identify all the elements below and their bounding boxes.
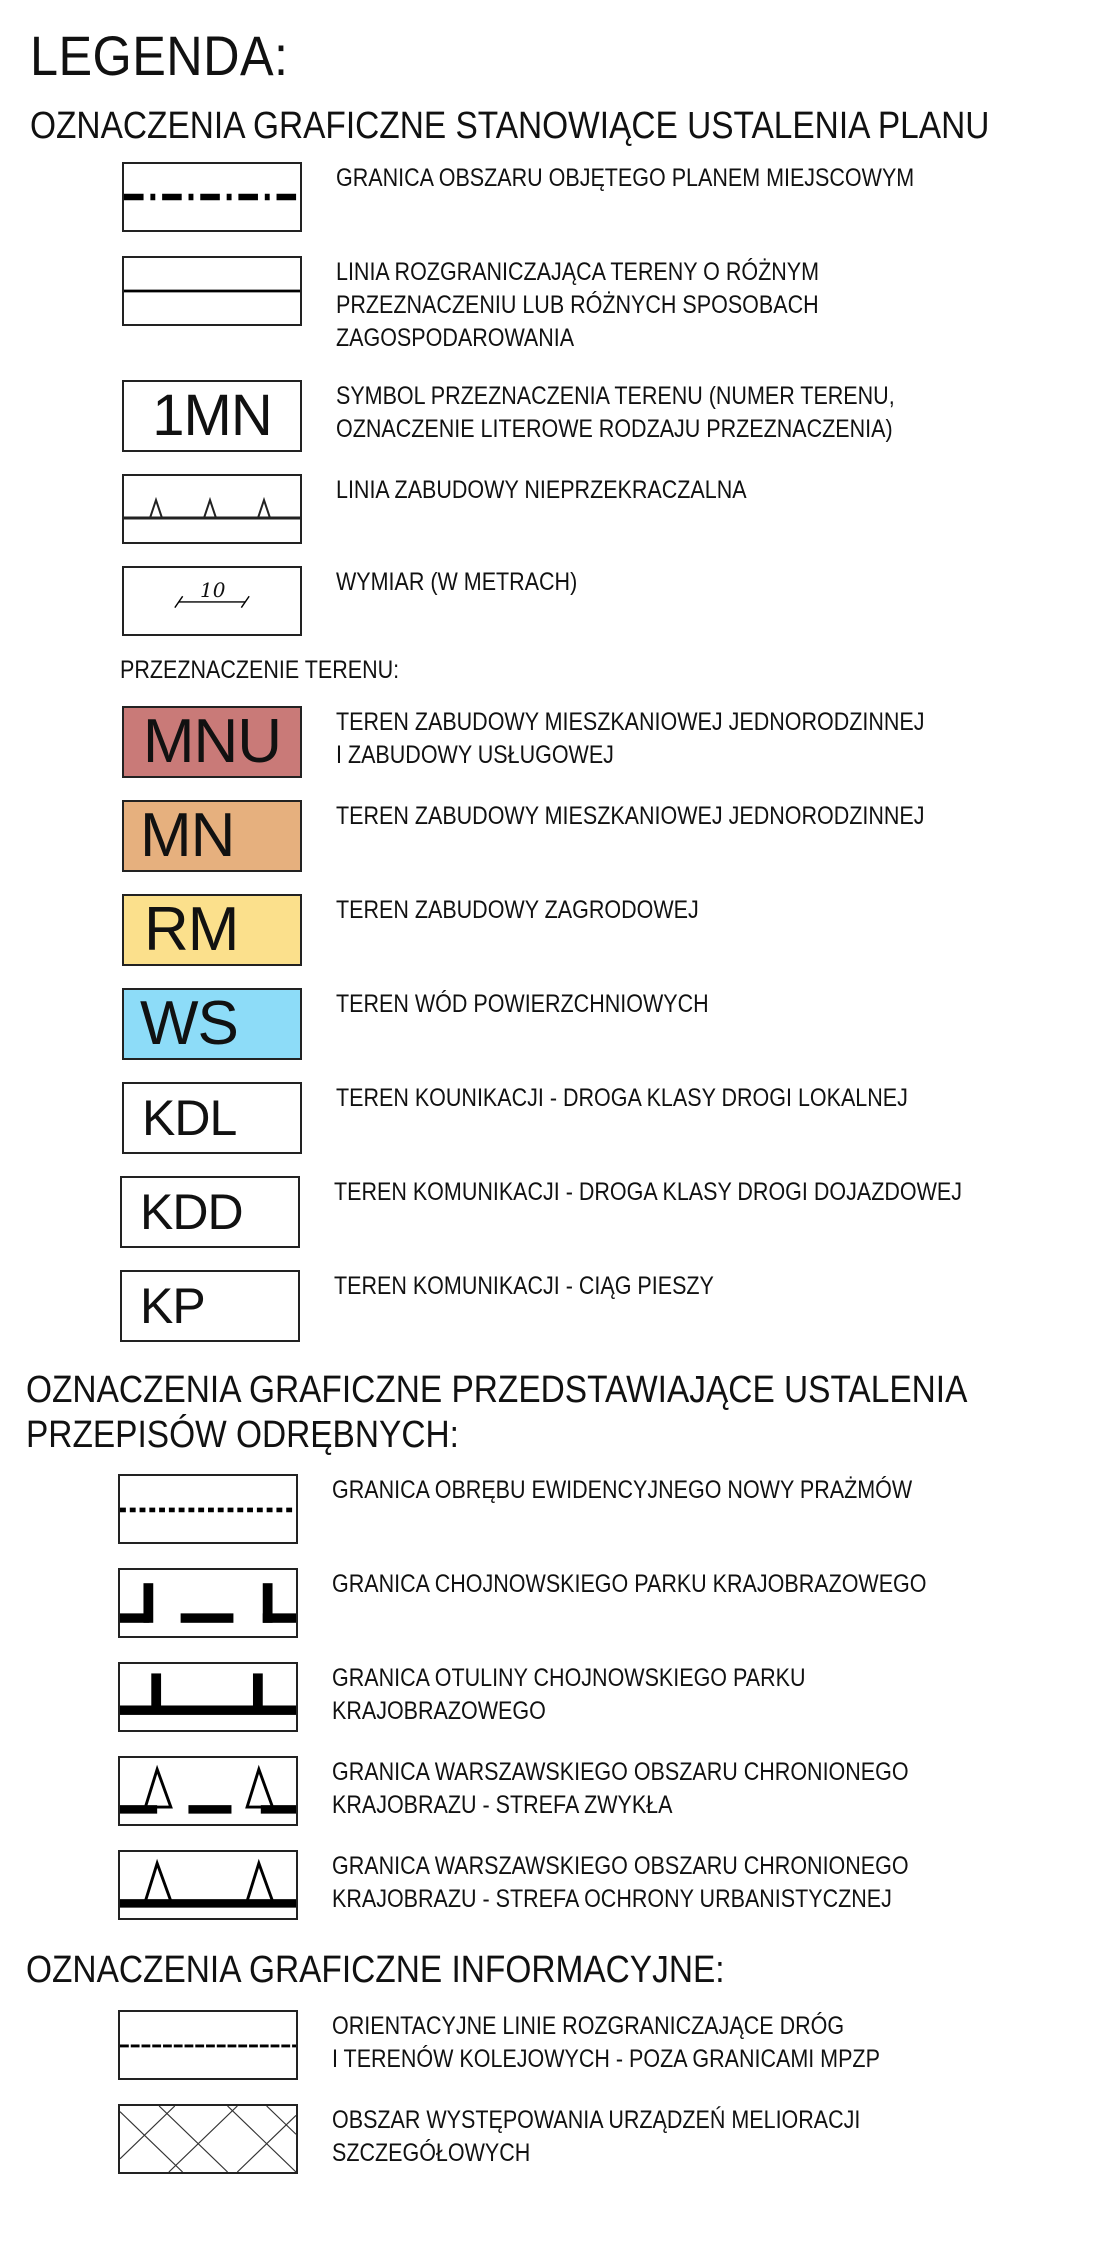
dotted-line-symbol [118,1474,298,1544]
legend-item-description: TEREN ZABUDOWY MIESZKANIOWEJ JEDNORODZINNEJ [336,802,925,830]
land-use-swatch-mnu: MNU [122,706,302,778]
section-heading-plan: OZNACZENIA GRAFICZNE STANOWIĄCE USTALENIA PLANU [30,105,990,147]
legend-item-description: WYMIAR (W METRACH) [336,568,578,596]
land-symbol-box [122,380,302,452]
legend-item-description: TEREN ZABUDOWY ZAGRODOWEJ [336,896,699,924]
legend-item-description: LINIA ZABUDOWY NIEPRZEKRACZALNA [336,476,747,504]
land-use-swatch-kp: KP [120,1270,300,1342]
dash-dot-boundary-symbol [122,162,302,232]
legend-item-description: TEREN ZABUDOWY MIESZKANIOWEJ JEDNORODZINNEJ I ZABUDOWY USŁUGOWEJ [336,708,925,769]
land-use-swatch-rm: RM [122,894,302,966]
legend-item-description: GRANICA OTULINY CHOJNOWSKIEGO PARKU KRAJOBRAZOWEGO [332,1664,806,1725]
protected-ordinary-symbol [118,1756,298,1826]
buffer-boundary-symbol [118,1662,298,1732]
legend-item-description: GRANICA CHOJNOWSKIEGO PARKU KRAJOBRAZOWEGO [332,1570,927,1598]
legend-title: LEGENDA: [30,24,289,87]
legend-item-description: TEREN KOUNIKACJI - DROGA KLASY DROGI LOKALNEJ [336,1084,908,1112]
building-line-symbol [122,474,302,544]
section-heading-separate-regulations: OZNACZENIA GRAFICZNE PRZEDSTAWIAJĄCE USTALENIA PRZEPISÓW ODRĘBNYCH: [26,1369,968,1456]
legend-item-description: OBSZAR WYSTĘPOWANIA URZĄDZEŃ MELIORACJI SZCZEGÓŁOWYCH [332,2106,861,2167]
land-use-swatch-kdl: KDL [122,1082,302,1154]
legend-item-description: TEREN WÓD POWIERZCHNIOWYCH [336,990,709,1018]
section-heading-informative: OZNACZENIA GRAFICZNE INFORMACYJNE: [26,1949,725,1991]
land-use-heading: PRZEZNACZENIE TERENU: [120,656,400,684]
legend-item-description: GRANICA WARSZAWSKIEGO OBSZARU CHRONIONEGO KRAJOBRAZU - STREFA OCHRONY URBANISTYCZNEJ [332,1852,909,1913]
legend-item-description: TEREN KOMUNIKACJI - CIĄG PIESZY [334,1272,714,1300]
land-use-swatch-ws: WS [122,988,302,1060]
fine-dashed-line-symbol [118,2010,298,2080]
legend-item-description: TEREN KOMUNIKACJI - DROGA KLASY DROGI DOJAZDOWEJ [334,1178,962,1206]
legend-item-description: ORIENTACYJNE LINIE ROZGRANICZAJĄCE DRÓG I TERENÓW KOLEJOWYCH - POZA GRANICAMI MPZP [332,2012,880,2073]
park-boundary-symbol [118,1568,298,1638]
legend-item-description: GRANICA OBRĘBU EWIDENCYJNEGO NOWY PRAŻMÓW [332,1476,913,1504]
legend-item-description: SYMBOL PRZEZNACZENIA TERENU (NUMER TERENU, OZNACZENIE LITEROWE RODZAJU PRZEZNACZENIA) [336,382,895,443]
dimension-symbol [122,566,302,636]
solid-line-symbol [122,256,302,326]
dimension-value: 10 [200,578,226,602]
protected-urban-symbol [118,1850,298,1920]
cross-hatch-symbol [118,2104,298,2174]
land-use-swatch-kdd: KDD [120,1176,300,1248]
legend-item-description: GRANICA WARSZAWSKIEGO OBSZARU CHRONIONEGO KRAJOBRAZU - STREFA ZWYKŁA [332,1758,909,1819]
land-use-swatch-mn: MN [122,800,302,872]
land-symbol-code: 1MN [152,383,272,448]
legend-item-description: LINIA ROZGRANICZAJĄCA TERENY O RÓŻNYM PRZEZNACZENIU LUB RÓŻNYCH SPOSOBACH ZAGOSPODAROWANIA [336,258,820,352]
legend-item-description: GRANICA OBSZARU OBJĘTEGO PLANEM MIEJSCOWYM [336,164,915,192]
